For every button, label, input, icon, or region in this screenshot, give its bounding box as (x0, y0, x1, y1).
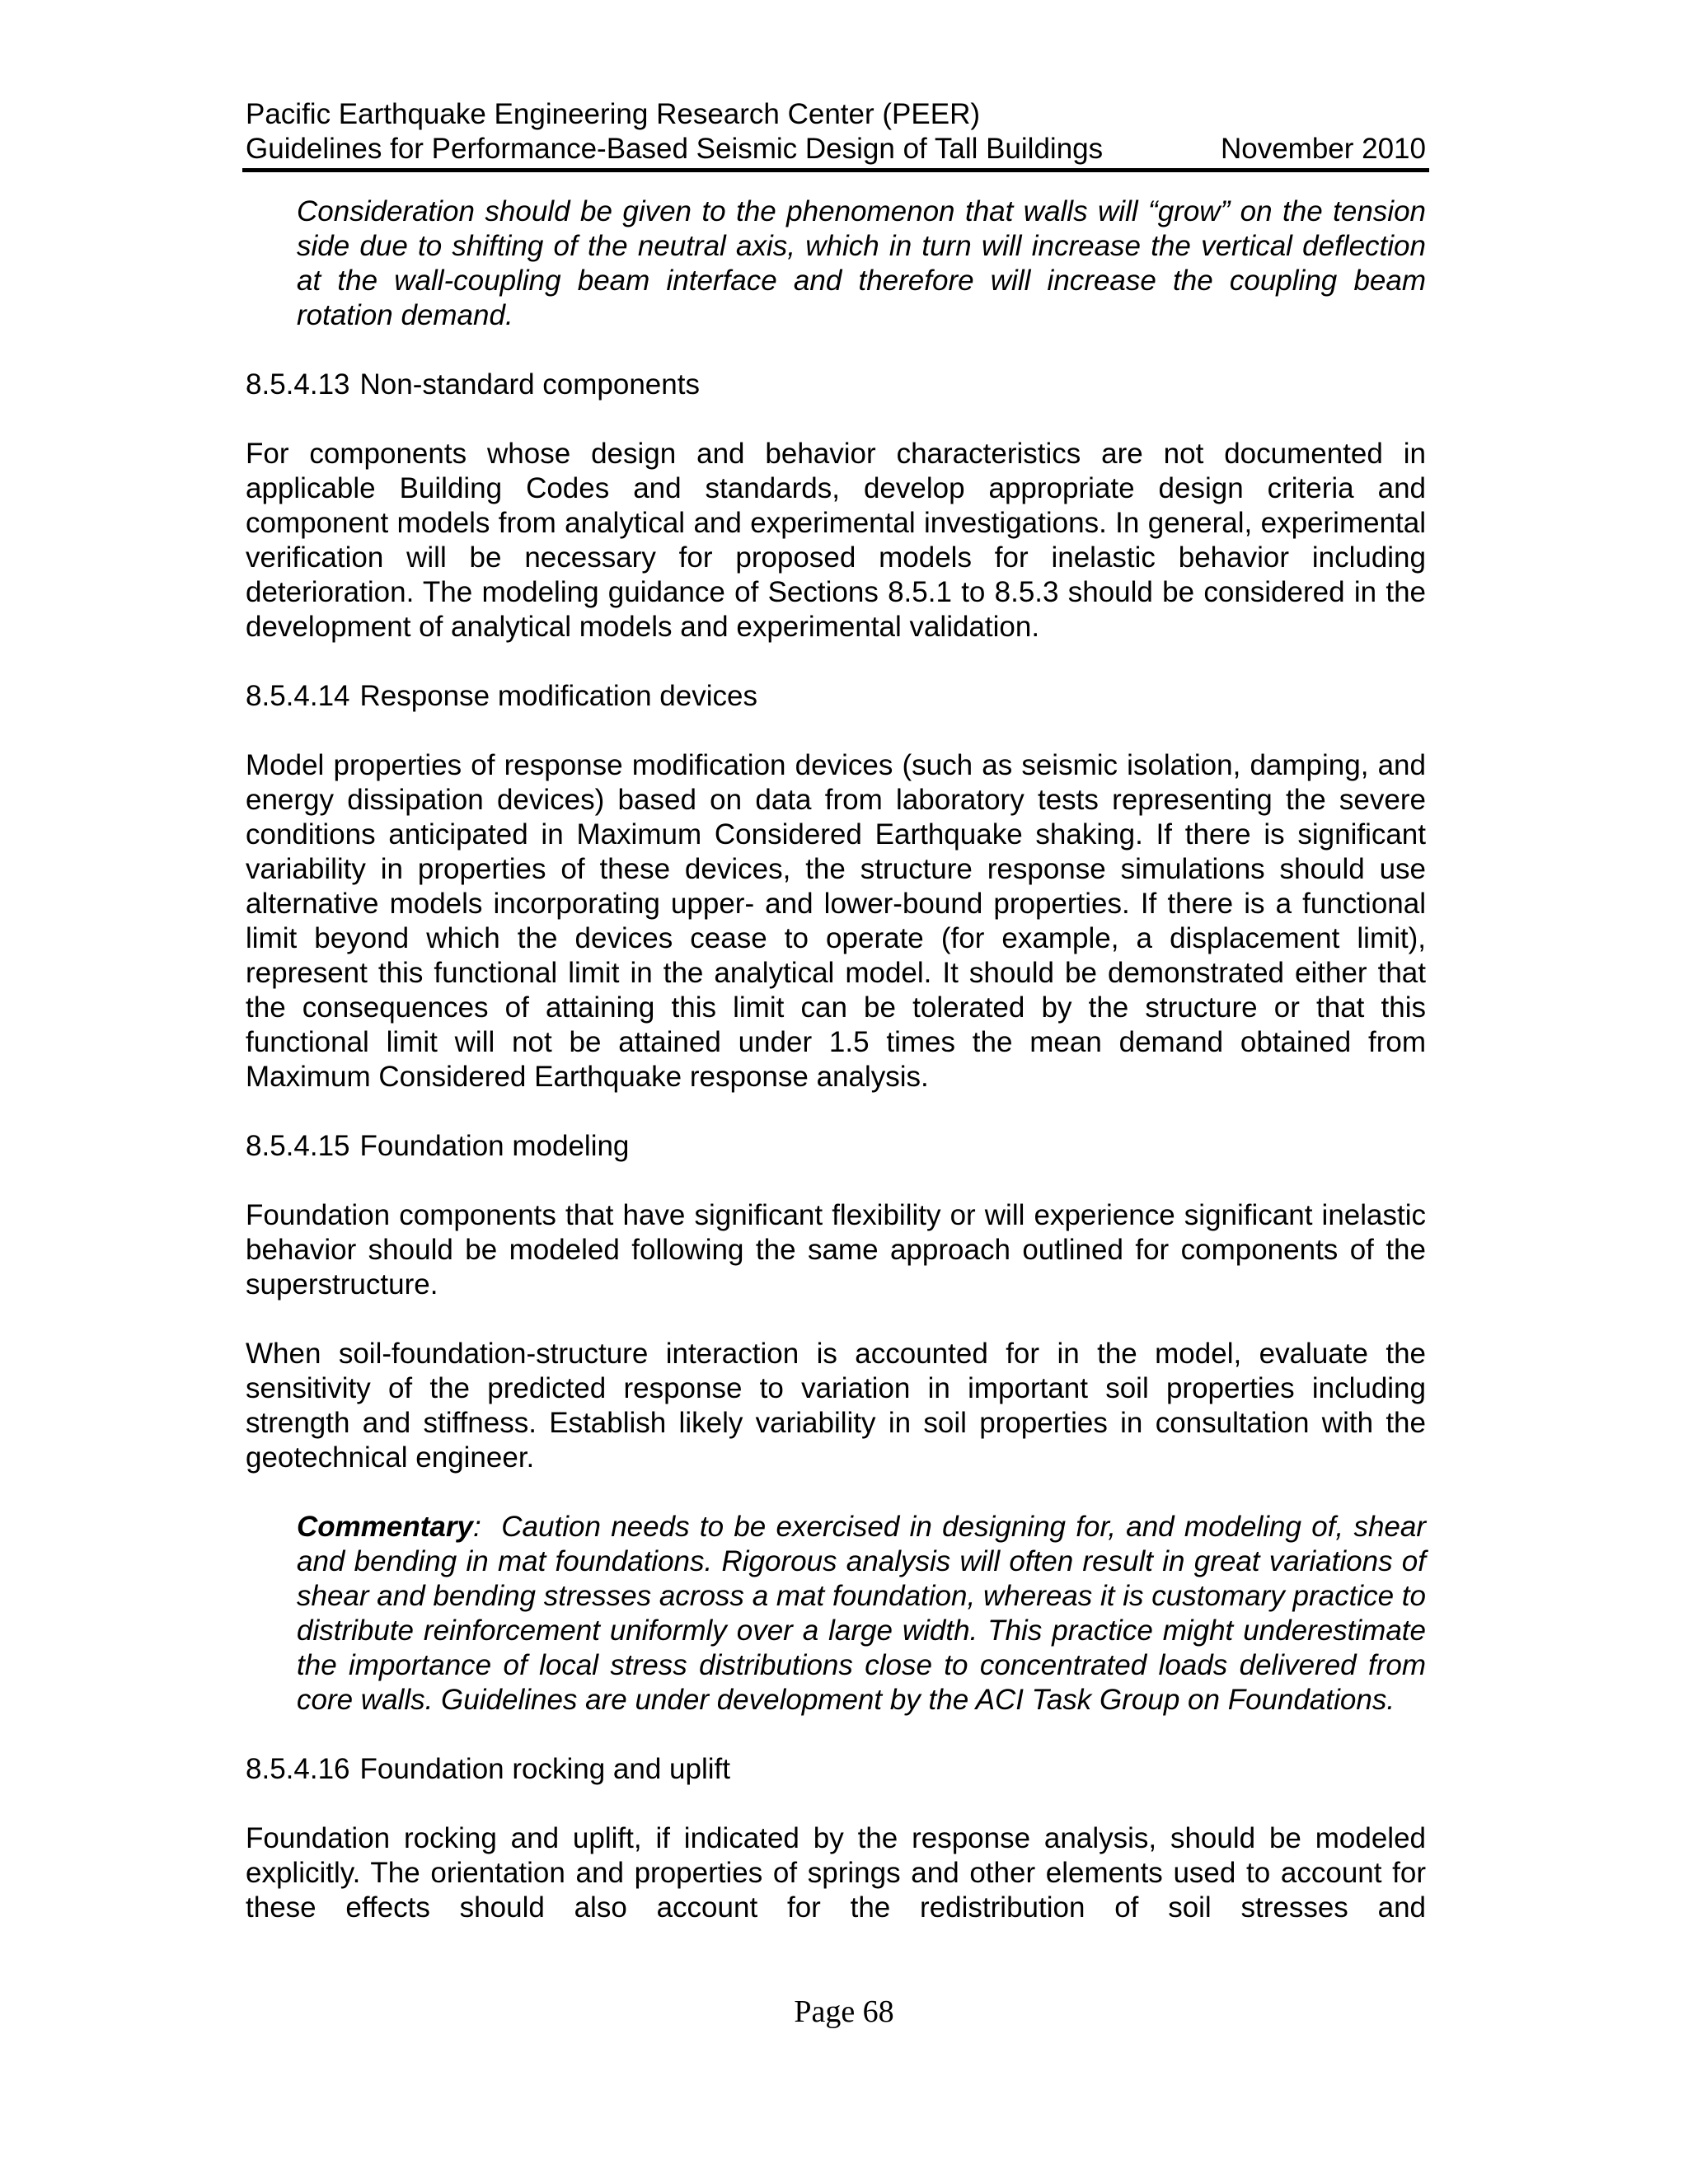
paragraph: Foundation rocking and uplift, if indicated by the response analysis, should be modeled explicitly. The orientation and properties of springs and other elements used to account for these effects should also account for the redistribution of soil stresses and (246, 1822, 1426, 1924)
section-heading-8-5-4-14 (246, 679, 1426, 714)
paragraph: Foundation components that have significant flexibility or will experience significant inelastic behavior should be modeled following the same approach outlined for components of the superstructure. (246, 1199, 1426, 1301)
header-org: Pacific Earthquake Engineering Research Center (PEER) (246, 98, 980, 130)
section-number: 8.5.4.16 (246, 1753, 350, 1785)
commentary-block (297, 1510, 1426, 1718)
header-date: November 2010 (1220, 133, 1426, 165)
section-number: 8.5.4.15 (246, 1130, 350, 1162)
paragraph: When soil-foundation-structure interaction is accounted for in the model, evaluate the sensitivity of the predicted response to variation in important soil properties including strength and stiffness. Establish likely variability in soil properties in consultation with the geotechnical engineer. (246, 1338, 1426, 1474)
section-title: Response modification devices (359, 680, 757, 712)
paragraph: For components whose design and behavior characteristics are not documented in applicable Building Codes and standards, develop appropriate design criteria and component models from analytical and experimental investigations. In general, experimental verification will be necessary for proposed models for inelastic behavior including deterioration. The modeling guidance of Sections 8.5.1 to 8.5.3 should be considered in the development of analytical models and experimental validation. (246, 438, 1426, 643)
commentary-text: Caution needs to be exercised in designing for, and modeling of, shear and bending in mat foundations. Rigorous analysis will often result in great variations of shear and bending stresses across a mat foundation, whereas it is customary practice to distribute reinforcement uniformly over a large width. This practice might underestimate the importance of local stress distributions close to concentrated loads delivered from core walls. Guidelines are under development by the ACI Task Group on Foundations. (297, 1511, 1427, 1716)
header-rule (242, 168, 1429, 172)
page-content (246, 194, 1426, 1925)
section-number: 8.5.4.14 (246, 680, 350, 712)
commentary-colon: : (472, 1511, 481, 1543)
section-number: 8.5.4.13 (246, 368, 350, 401)
intro-commentary: Consideration should be given to the phenomenon that walls will “grow” on the tension side due to shifting of the neutral axis, which in turn will increase the vertical deflection at the wall-coupling beam interface and therefore will increase the coupling beam rotation demand. (297, 195, 1426, 331)
page-number: Page 68 (794, 1994, 894, 2029)
page-header (246, 97, 1426, 166)
header-doc-title: Guidelines for Performance-Based Seismic Design of Tall Buildings (246, 133, 1104, 165)
section-title: Non-standard components (359, 368, 700, 401)
paragraph: Model properties of response modification devices (such as seismic isolation, damping, and energy dissipation devices) based on data from laboratory tests representing the severe conditions anticipated in Maximum Considered Earthquake shaking. If there is significant variability in properties of these devices, the structure response simulations should use alternative models incorporating upper- and lower-bound properties. If there is a functional limit beyond which the devices cease to operate (for example, a displacement limit), represent this functional limit in the analytical model. It should be demonstrated either that the consequences of attaining this limit can be tolerated by the structure or that this functional limit will not be attained under 1.5 times the mean demand obtained from Maximum Considered Earthquake response analysis. (246, 749, 1426, 1093)
section-title: Foundation rocking and uplift (359, 1753, 730, 1785)
commentary-label: Commentary (297, 1511, 473, 1543)
section-title: Foundation modeling (359, 1130, 630, 1162)
section-heading-8-5-4-16 (246, 1752, 1426, 1787)
section-heading-8-5-4-15 (246, 1129, 1426, 1164)
section-heading-8-5-4-13 (246, 368, 1426, 402)
header-title-row (246, 132, 1426, 166)
